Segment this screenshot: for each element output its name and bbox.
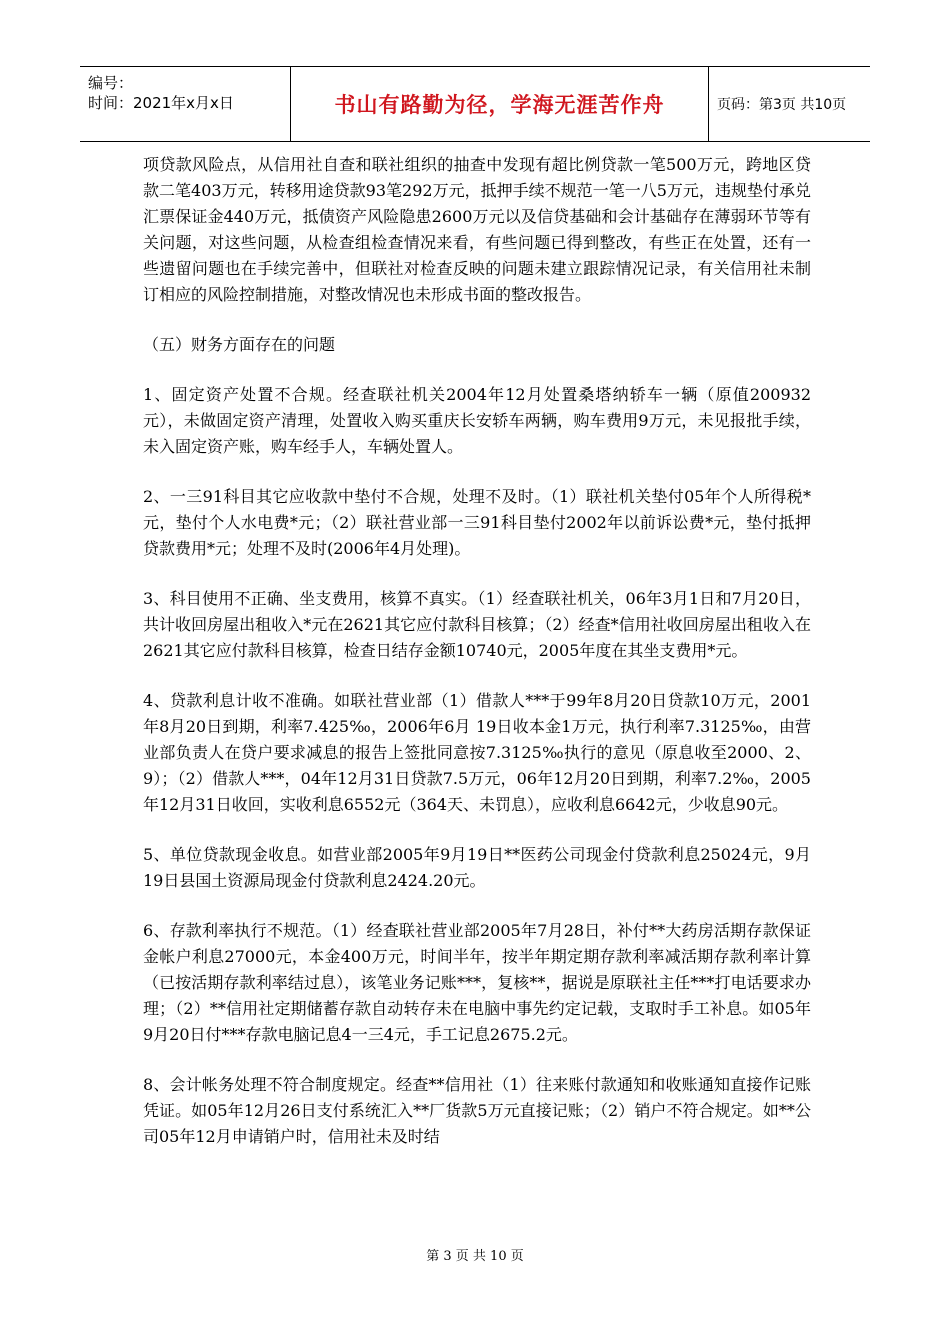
document-body [143, 152, 811, 1174]
body-paragraph: 3、科目使用不正确、坐支费用，核算不真实。（1）经查联社机关，06年3月1日和7月20日，共计收回房屋出租收入*元在2621其它应付款科目核算；（2）经查*信用社收回房屋出租收入在2621其它应付款科目核算，检查日结存金额10740元，2005年度在其坐支费用*元。 [143, 589, 811, 660]
header-motto: 书山有路勤为径，学海无涯苦作舟 [291, 67, 709, 141]
doc-date-label: 时间：2021年x月x日 [88, 94, 234, 112]
body-paragraph: 6、存款利率执行不规范。（1）经查联社营业部2005年7月28日，补付**大药房活期存款保证金帐户利息27000元，本金400万元，时间半年，按半年期定期存款利率减活期存款利率计算（已按活期存款利率结过息），该笔业务记账***，复核**，据说是原联社主任***打电话要求办理；（2）**信用社定期储蓄存款自动转存未在电脑中事先约定记载，支取时手工补息。如05年9月20日付***存款电脑记息4一三4元，手工记息2675.2元。 [143, 921, 811, 1044]
header-meta [80, 67, 291, 141]
body-paragraph: 项贷款风险点，从信用社自查和联社组织的抽查中发现有超比例贷款一笔500万元，跨地区贷款二笔403万元，转移用途贷款93笔292万元，抵押手续不规范一笔一八5万元，违规垫付承兑汇票保证金440万元，抵债资产风险隐患2600万元以及信贷基础和会计基础存在薄弱环节等有关问题，对这些问题，从检查组检查情况来看，有些问题已得到整改，有些正在处置，还有一些遗留问题也在手续完善中，但联社对检查反映的问题未建立跟踪情况记录，有关信用社未制订相应的风险控制措施，对整改情况也未形成书面的整改报告。 [143, 155, 811, 304]
body-paragraph: 4、贷款利息计收不准确。如联社营业部（1）借款人***于99年8月20日贷款10万元，2001年8月20日到期，利率7.425‰，2006年6月 19日收本金1万元，执行利率7.3125‰，由营业部负责人在贷户要求减息的报告上签批同意按7.3125‰执行的意见（原息收至2000、2、9）；（2）借款人***，04年12月31日贷款7.5万元，06年12月20日到期，利率7.2‰，2005年12月31日收回，实收利息6552元（364天、未罚息），应收利息6642元，少收息90元。 [143, 691, 811, 814]
section-heading: （五）财务方面存在的问题 [143, 335, 336, 354]
body-paragraph: 5、单位贷款现金收息。如营业部2005年9月19日**医药公司现金付贷款利息25024元，9月19日县国土资源局现金付贷款利息2424.20元。 [143, 845, 811, 890]
header-page-number: 页码：第3页 共10页 [717, 97, 847, 113]
page-header [80, 66, 870, 142]
body-paragraph: 1、固定资产处置不合规。经查联社机关2004年12月处置桑塔纳轿车一辆（原值200932元），未做固定资产清理，处置收入购买重庆长安轿车两辆，购车费用9万元，未见报批手续，未入固定资产账，购车经手人，车辆处置人。 [143, 385, 811, 456]
body-paragraph: 8、会计帐务处理不符合制度规定。经查**信用社（1）往来账付款通知和收账通知直接作记账凭证。如05年12月26日支付系统汇入**厂货款5万元直接记账；（2）销户不符合规定。如**公司05年12月申请销户时，信用社未及时结 [143, 1075, 811, 1146]
page-footer: 第 3 页 共 10 页 [426, 1249, 524, 1264]
body-paragraph: 2、一三91科目其它应收款中垫付不合规，处理不及时。（1）联社机关垫付05年个人所得税*元，垫付个人水电费*元；（2）联社营业部一三91科目垫付2002年以前诉讼费*元，垫付抵押贷款费用*元；处理不及时(2006年4月处理)。 [143, 487, 811, 558]
doc-number-label: 编号： [88, 74, 134, 92]
